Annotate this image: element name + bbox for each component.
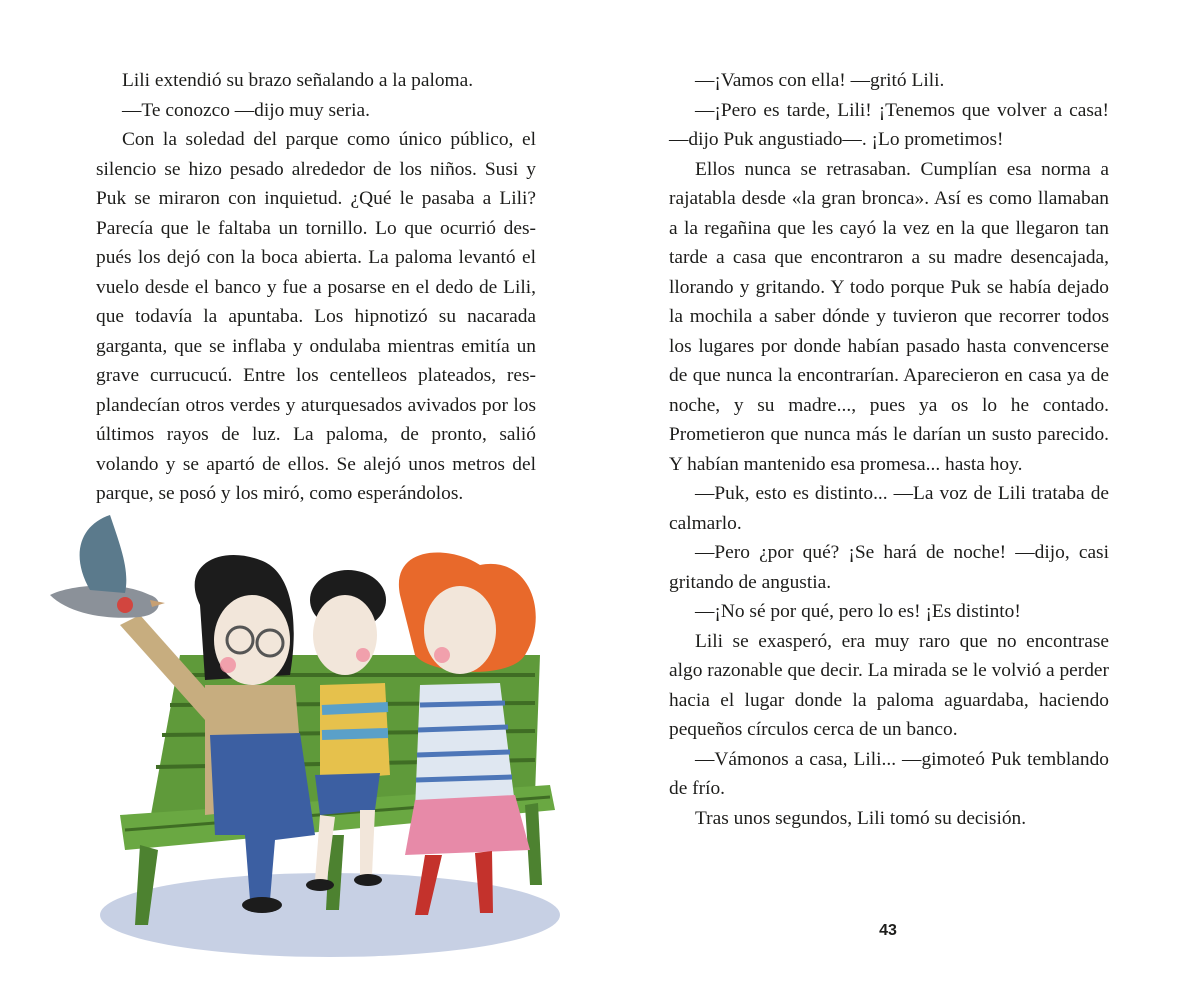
paragraph: —¡Pero es tarde, Lili! ¡Tenemos que volver a casa! —dijo Puk angustiado—. ¡Lo prometimos! [669, 99, 1109, 150]
children-on-bench-illustration [30, 505, 560, 975]
paragraph: —Te conozco —dijo muy seria. [122, 99, 370, 121]
paragraph: —Puk, esto es distinto... —La voz de Lili trataba de calmarlo. [669, 483, 1109, 534]
paragraph: Con la soledad del parque como único público, el silencio se hizo pesado alrededor de los niños. Susi y Puk se miraron con inquietud. ¿Qué le pasaba a Lili? Parecía que le faltaba un tornillo. Lo que ocurrió después los dejó con la boca abierta. La paloma levantó el vuelo desde el banco y fue a posarse en el dedo de Lili, que todavía la apuntaba. Los hipnotizó su nacarada garganta, que se inflaba y ondulaba mientras emitía un grave currucucú. Entre los centelleos plateados, resplandecían otros verdes y aturquesados avivados por los últimos rayos de luz. La paloma, de pronto, salió volando y se apartó de ellos. Se alejó unos metros del parque, se posó y los miró, como esperándolos. [96, 129, 536, 504]
right-page-text [669, 66, 1109, 833]
paragraph: Ellos nunca se retrasaban. Cumplían esa norma a rajatabla desde «la gran bronca». Así es como llamaban a la regañina que les cayó la vez en la que llegaron tan tarde a casa que encontraron a su madre desencajada, llorando y gritando. Y todo porque Puk se había dejado la mochila a saber dónde y tuvieron que recorrer todos los lugares por donde habían pasado hasta convencerse de que nunca la encontrarían. Aparecieron en casa ya de noche, y su madre..., pues ya os lo he contado. Prometieron que nunca más le darían un susto parecido. Y habían mantenido esa promesa... hasta hoy. [669, 158, 1109, 475]
paragraph: Tras unos segundos, Lili tomó su decisión. [695, 807, 1027, 829]
paragraph: —Pero ¿por qué? ¡Se hará de noche! —dijo, casi gritando de angustia. [669, 542, 1109, 593]
left-page-text [96, 66, 536, 509]
paragraph: Lili extendió su brazo señalando a la paloma. [122, 70, 474, 91]
paragraph: —Vámonos a casa, Lili... —gimoteó Puk temblando de frío. [669, 748, 1109, 799]
paragraph: —¡Vamos con ella! —gritó Lili. [695, 70, 945, 91]
paragraph: —¡No sé por qué, pero lo es! ¡Es distinto! [695, 601, 1021, 622]
page-number: 43 [879, 922, 897, 939]
pigeon-figure [50, 515, 165, 618]
paragraph: Lili se exasperó, era muy raro que no encontrase algo razonable que decir. La mirada se le volvió a perder hacia el lugar donde la paloma aguardaba, haciendo pequeños círculos cerca de un banco. [669, 630, 1109, 740]
